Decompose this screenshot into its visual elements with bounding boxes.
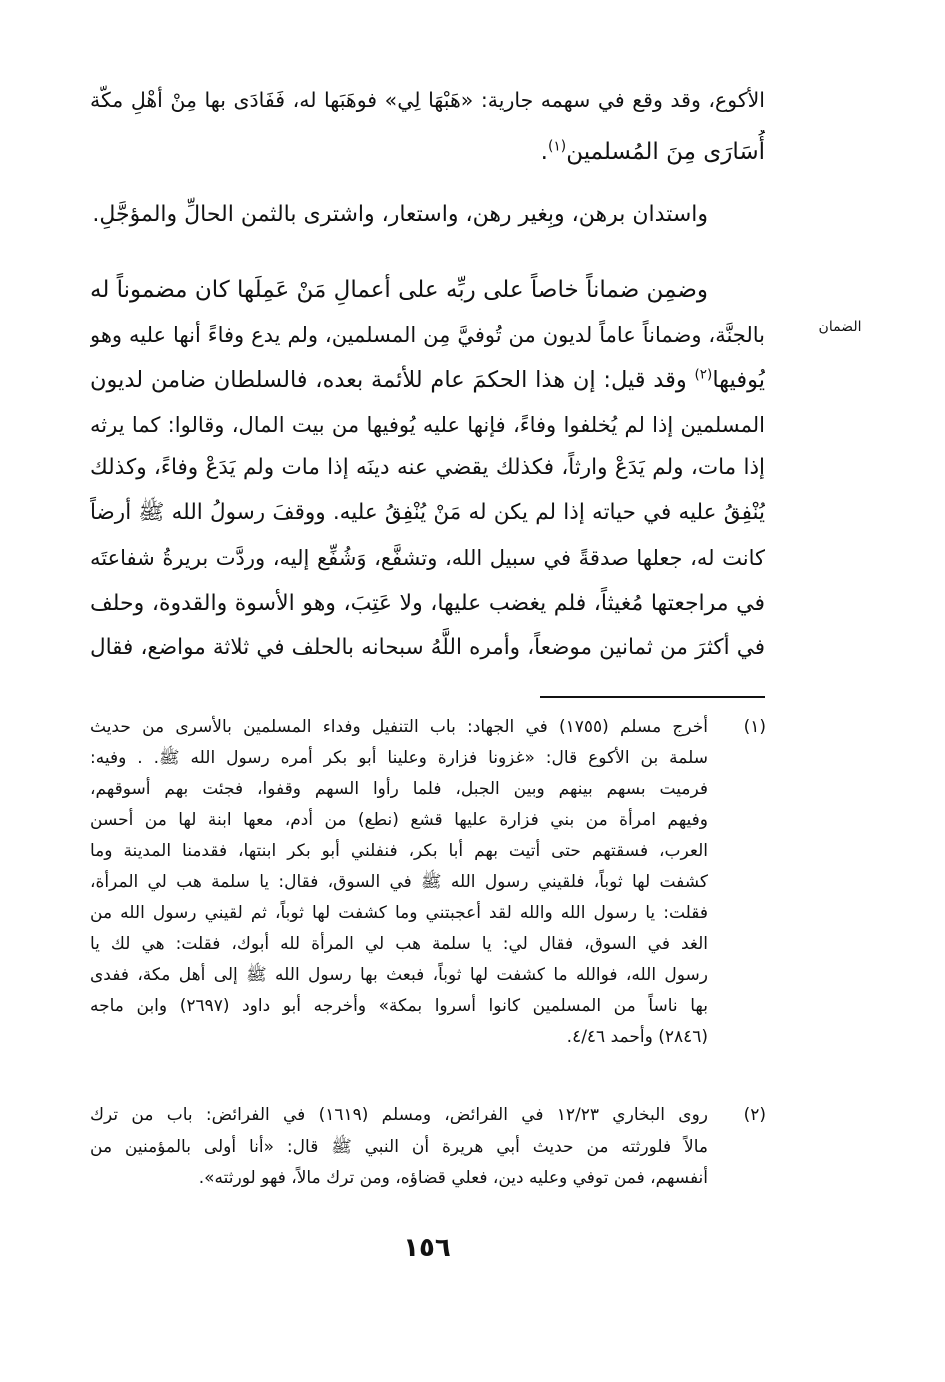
footnote-line: الغد في السوق، فقال لي: يا سلمة هب لي المرأة لله أبوك، فقلت: هي لك يا <box>90 934 708 954</box>
footnote-line: العرب، فسقتهم حتى أتيت بهم أبا بكر، فنفلني أبو بكر ابنتها، فقدمنا المدينة وما <box>90 841 708 861</box>
text-line: وضمِن ضماناً خاصاً على ربِّه على أعمالِ مَنْ عَمِلَها كان مضموناً له <box>90 277 708 303</box>
text-line: في أكثرَ من ثمانين موضعاً، وأمره اللَّهُ سبحانه بالحلف في ثلاثة مواضع، فقال <box>90 635 765 660</box>
footnote-marker: (٢) <box>743 1105 766 1125</box>
text-segment: . <box>540 139 548 165</box>
footnote-rule <box>540 696 765 698</box>
text-line: إذا مات، ولم يَدَعْ وارثاً، فكذلك يقضي عنه دينَه إذا مات ولم يَدَعْ وفاءً، وكذلك <box>90 455 765 480</box>
text-line: المسلمين إذا لم يُخلفوا وفاءً، فإنها عليه يُوفيها من بيت المال، وقالوا: كما يرثه <box>90 413 765 437</box>
text-line: في مراجعتها مُغيثاً، فلم يغضب عليها، ولا عَتِبَ، وهو الأسوة والقدوة، وحلف <box>90 591 765 616</box>
footnote-line: سلمة بن الأكوع قال: «غزونا فزارة وعلينا أبو بكر أمره رسول الله ﷺ. . وفيه: <box>90 748 708 768</box>
text-line <box>90 130 765 174</box>
text-line: كانت له، جعلها صدقةً في سبيل الله، وتشفَّع، وَشُفِّع إليه، وردَّت بريرةُ شفاعتَه <box>90 546 765 570</box>
footnote-marker: (١) <box>743 717 766 737</box>
footnote-line: (٢٨٤٦) وأحمد ٤/٤٦. <box>566 1027 708 1047</box>
footnote-line: فرميت بسهم بينهم وبين الجبل، فلما رأوا السهم وقفوا، فجئت بهم أسوقهم، <box>90 779 708 799</box>
text-segment: يُوفيها <box>712 367 765 393</box>
footnote-line: فقلت: يا رسول الله والله لقد أعجبتني وما كشفت لها ثوباً، ثم لقيني رسول الله من <box>90 903 708 923</box>
footnote-ref: (٢) <box>694 366 713 383</box>
footnote-line: كشفت لها ثوباً، فلقيني رسول الله ﷺ في السوق، فقال: يا سلمة هب لي المرأة، <box>90 872 708 892</box>
text-line: الأكوع، وقد وقع في سهمه جارية: «هَبْهَا لِي» فوهَبَها له، فَفَادَى بها مِنْ أهْلِ مكّة <box>90 88 765 112</box>
text-segment: أُسَارَى مِنَ المُسلمين <box>566 139 765 165</box>
footnote-line: وفيهم امرأة من بني فزارة عليها قشع (نطع) من أدم، معها ابنة لها من أحسن <box>90 810 708 830</box>
footnote-line: أنفسهم، فمن توفي وعليه دين، فعلي قضاؤه، ومن ترك مالاً، فهو لورثته». <box>198 1168 708 1188</box>
footnote-line: أخرج مسلم (١٧٥٥) في الجهاد: باب التنفيل وفداء المسلمين بالأسرى من حديث <box>90 717 708 737</box>
footnote-line: بها ناساً من المسلمين كانوا أسروا بمكة» وأخرجه أبو داود (٢٦٩٧) وابن ماجه <box>90 996 708 1016</box>
page-number: ١٥٦ <box>403 1233 451 1263</box>
text-line: بالجنَّة، وضماناً عاماً لديون من تُوفيَّ مِن المسلمين، ولم يدع وفاءً أنها عليه وهو <box>90 323 765 347</box>
footnote-ref: (١) <box>547 138 567 155</box>
text-line: واستدان برهن، وبِغير رهن، واستعار، واشترى بالثمن الحالِّ والمؤجَّلِ. <box>92 202 708 227</box>
margin-note: الضمان <box>818 319 862 335</box>
footnote-line: رسول الله، فوالله ما كشفت لها ثوباً، فبعث بها رسول الله ﷺ إلى أهل مكة، ففدى <box>90 965 708 985</box>
footnote-line: مالاً فلورثته من حديث أبي هريرة أن النبي ﷺ قال: «أنا أولى بالمؤمنين من <box>90 1137 708 1157</box>
text-segment: وقد قيل: إن هذا الحكمَ عام للأئمة بعده، فالسلطان ضامن لديون <box>90 367 695 393</box>
footnote-line: روى البخاري ١٢/٢٣ في الفرائض، ومسلم (١٦١٩) في الفرائض: باب من ترك <box>90 1105 708 1125</box>
text-line: يُنْفِقُ عليه في حياته إذا لم يكن له مَنْ يُنْفِقُ عليه. ووقفَ رسولُ الله ﷺ أرضاً <box>90 500 765 525</box>
text-line <box>90 358 765 402</box>
